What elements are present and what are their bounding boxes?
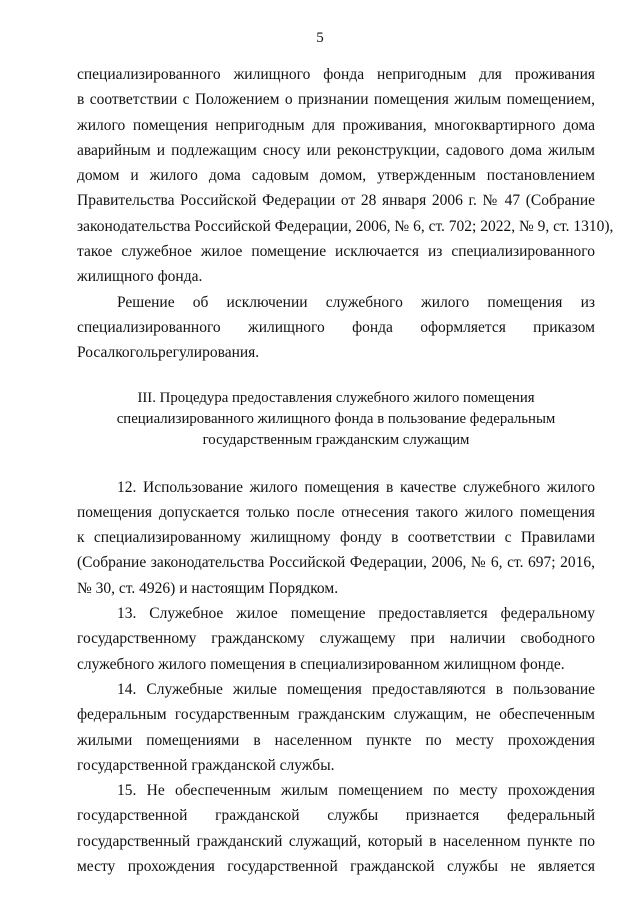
heading-line: III. Процедура предоставления служебного жилого помещения xyxy=(137,389,535,406)
text-line: № 30, ст. 4926) и настоящим Порядком. xyxy=(77,579,339,597)
heading-line: специализированного жилищного фонда в пользование федеральным xyxy=(116,410,556,427)
text-line: Решение об исключении служебного жилого помещения из xyxy=(117,293,595,311)
text-line: месту прохождения государственной гражданской службы не является xyxy=(77,858,595,876)
text-line: жилищного фонда. xyxy=(77,268,203,286)
section-heading xyxy=(77,388,595,451)
text-line: государственному гражданскому служащему при наличии свободного xyxy=(77,630,595,648)
text-line: к специализированному жилищному фонду в соответствии с Правилами xyxy=(77,529,595,547)
text-line: домом и жилого дома садовым домом, утвержденным постановлением xyxy=(77,167,595,185)
text-line: специализированного жилищного фонда непригодным для проживания xyxy=(77,66,595,83)
text-line: федеральным государственным гражданским служащим, не обеспеченным xyxy=(77,706,595,724)
text-line: (Собрание законодательства Российской Федерации, 2006, № 6, ст. 697; 2016, xyxy=(77,554,595,572)
text-line: в соответствии с Положением о признании помещения жилым помещением, xyxy=(77,91,595,109)
text-line: служебного жилого помещения в специализированном жилищном фонде. xyxy=(77,655,565,673)
paragraph-14 xyxy=(77,677,595,778)
text-line: 14. Служебные жилые помещения предоставляются в пользование xyxy=(117,680,595,698)
text-line: такое служебное жилое помещение исключается из специализированного xyxy=(77,243,595,261)
text-line: Росалкогольрегулирования. xyxy=(77,344,260,362)
document-body xyxy=(77,62,614,879)
page-number: 5 xyxy=(316,30,324,46)
text-line: жилыми помещениями в населенном пункте по месту прохождения xyxy=(77,731,595,749)
text-line: государственной гражданской службы признается федеральный xyxy=(77,807,595,825)
text-line: 12. Использование жилого помещения в качестве служебного жилого xyxy=(117,478,595,496)
text-line: жилого помещения непригодным для проживания, многоквартирного дома xyxy=(77,116,595,134)
paragraph-12 xyxy=(77,475,595,601)
paragraph-decision xyxy=(77,290,595,366)
text-line: государственной гражданской службы. xyxy=(77,756,335,774)
text-line: 13. Служебное жилое помещение предоставляется федеральному xyxy=(117,605,595,623)
paragraph-13 xyxy=(77,601,595,677)
heading-line: государственным гражданским служащим xyxy=(202,431,470,448)
text-line: аварийным и подлежащим сносу или реконструкции, садового дома жилым xyxy=(77,141,595,159)
text-line: помещения допускается только после отнесения такого жилого помещения xyxy=(77,503,595,521)
paragraph-15 xyxy=(77,778,595,879)
text-line: 15. Не обеспеченным жилым помещением по месту прохождения xyxy=(117,782,595,800)
text-line: государственный гражданский служащий, который в населенном пункте по xyxy=(77,832,595,850)
text-line: Правительства Российской Федерации от 28 января 2006 г. № 47 (Собрание xyxy=(77,192,595,210)
text-line: специализированного жилищного фонда оформляется приказом xyxy=(77,318,595,336)
paragraph-continuation xyxy=(77,62,614,290)
text-line: законодательства Российской Федерации, 2006, № 6, ст. 702; 2022, № 9, ст. 1310), xyxy=(77,217,614,235)
